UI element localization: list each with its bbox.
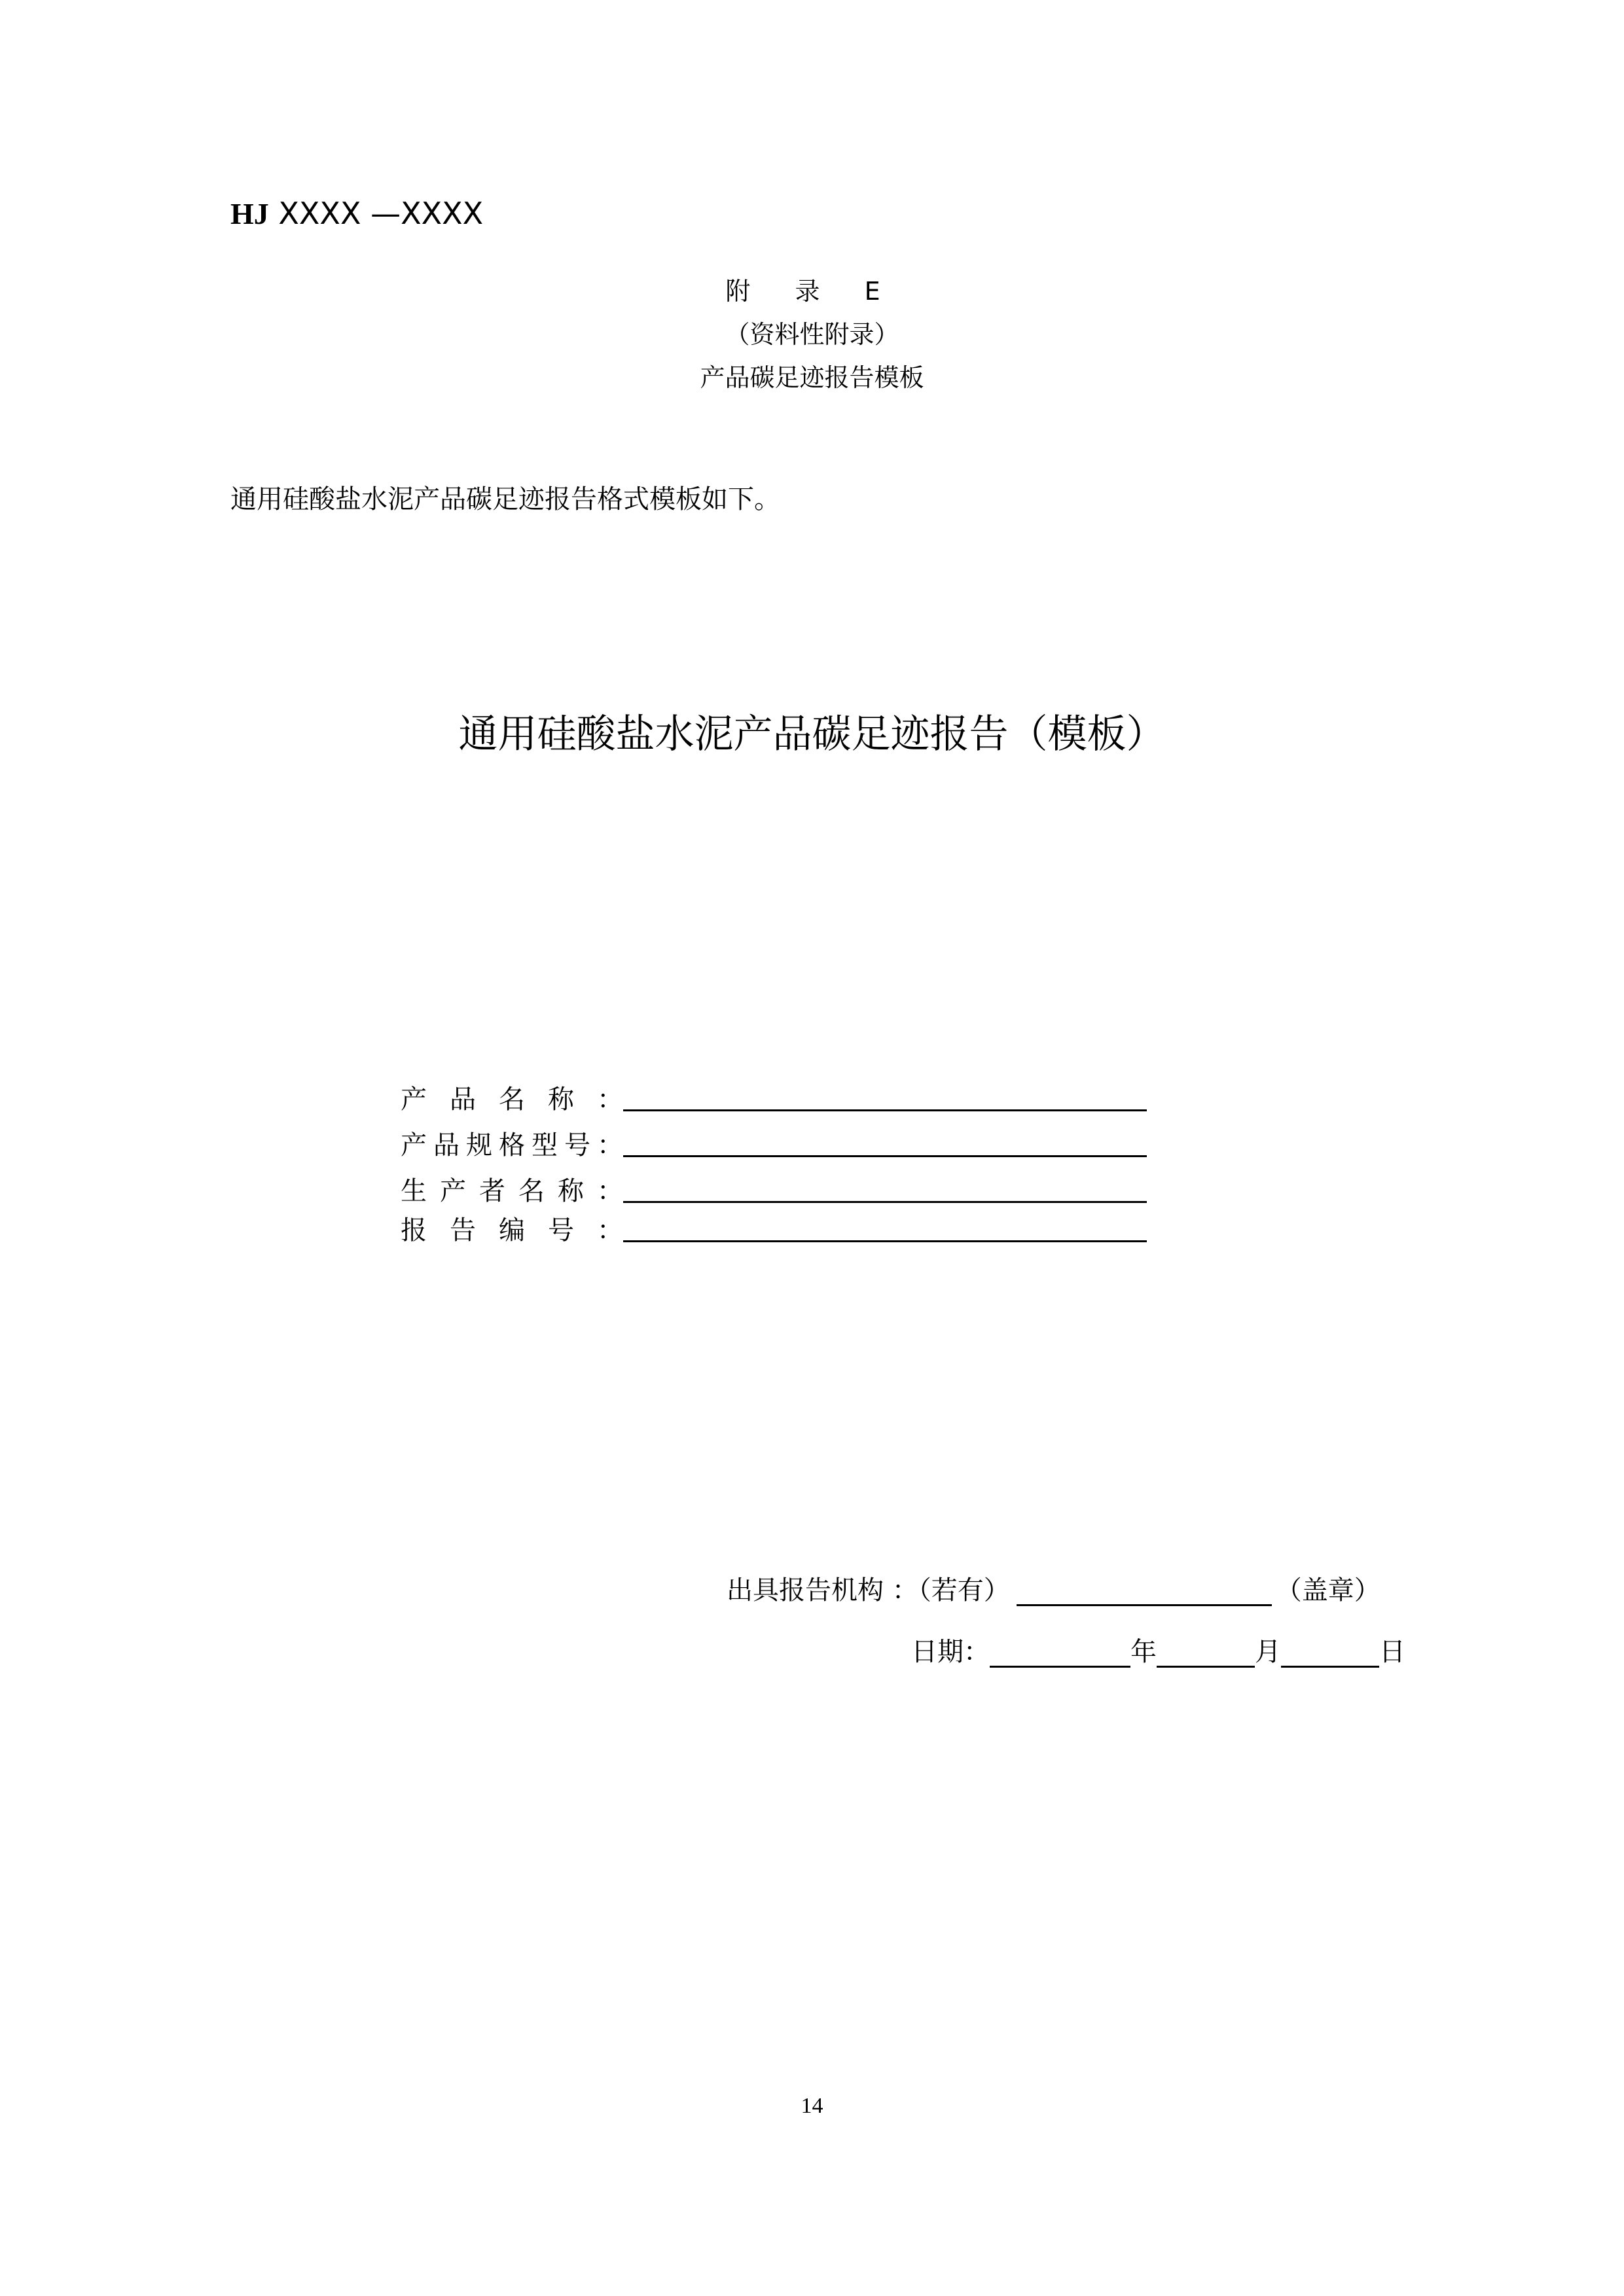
field-product-spec — [401, 1126, 1147, 1162]
field-label: 产 品 规 格 型 号 ： — [401, 1130, 623, 1160]
product-name-blank[interactable] — [623, 1109, 1147, 1111]
field-report-number — [401, 1211, 1147, 1247]
report-number-blank[interactable] — [623, 1240, 1147, 1242]
field-label: 产 品 名 称 ： — [401, 1085, 623, 1115]
standard-prefix: HJ — [230, 197, 269, 230]
day-blank[interactable] — [1281, 1637, 1379, 1668]
month-blank[interactable] — [1157, 1637, 1255, 1668]
appendix-subtitle: （资料性附录） — [725, 320, 899, 349]
appendix-title: 附 录 E — [725, 277, 899, 306]
issuer-row — [727, 1572, 1380, 1609]
year-label: 年 — [1130, 1637, 1157, 1667]
date-label: 日期： — [911, 1637, 990, 1667]
issuer-blank[interactable] — [1017, 1575, 1272, 1606]
appendix-name: 产品碳足迹报告模板 — [700, 363, 924, 392]
field-product-name — [401, 1080, 1147, 1117]
year-blank[interactable] — [990, 1637, 1130, 1668]
month-label: 月 — [1255, 1637, 1281, 1667]
standard-number: XXXX —XXXX — [268, 196, 484, 231]
producer-name-blank[interactable] — [623, 1201, 1147, 1203]
product-spec-blank[interactable] — [623, 1155, 1147, 1157]
issuer-label: 出具报告机构 ：（若有） — [727, 1575, 1010, 1605]
field-label: 报 告 编 号 ： — [401, 1215, 623, 1246]
date-row — [911, 1634, 1405, 1670]
field-producer-name — [401, 1172, 1147, 1208]
day-label: 日 — [1379, 1637, 1405, 1667]
standard-code — [230, 194, 483, 234]
field-label: 生 产 者 名 称 ： — [401, 1176, 623, 1206]
report-title: 通用硅酸盐水泥产品碳足迹报告（模板） — [458, 711, 1166, 757]
page-number: 14 — [801, 2094, 823, 2118]
issuer-seal-note: （盖章） — [1275, 1575, 1380, 1605]
intro-text: 通用硅酸盐水泥产品碳足迹报告格式模板如下。 — [230, 484, 780, 514]
